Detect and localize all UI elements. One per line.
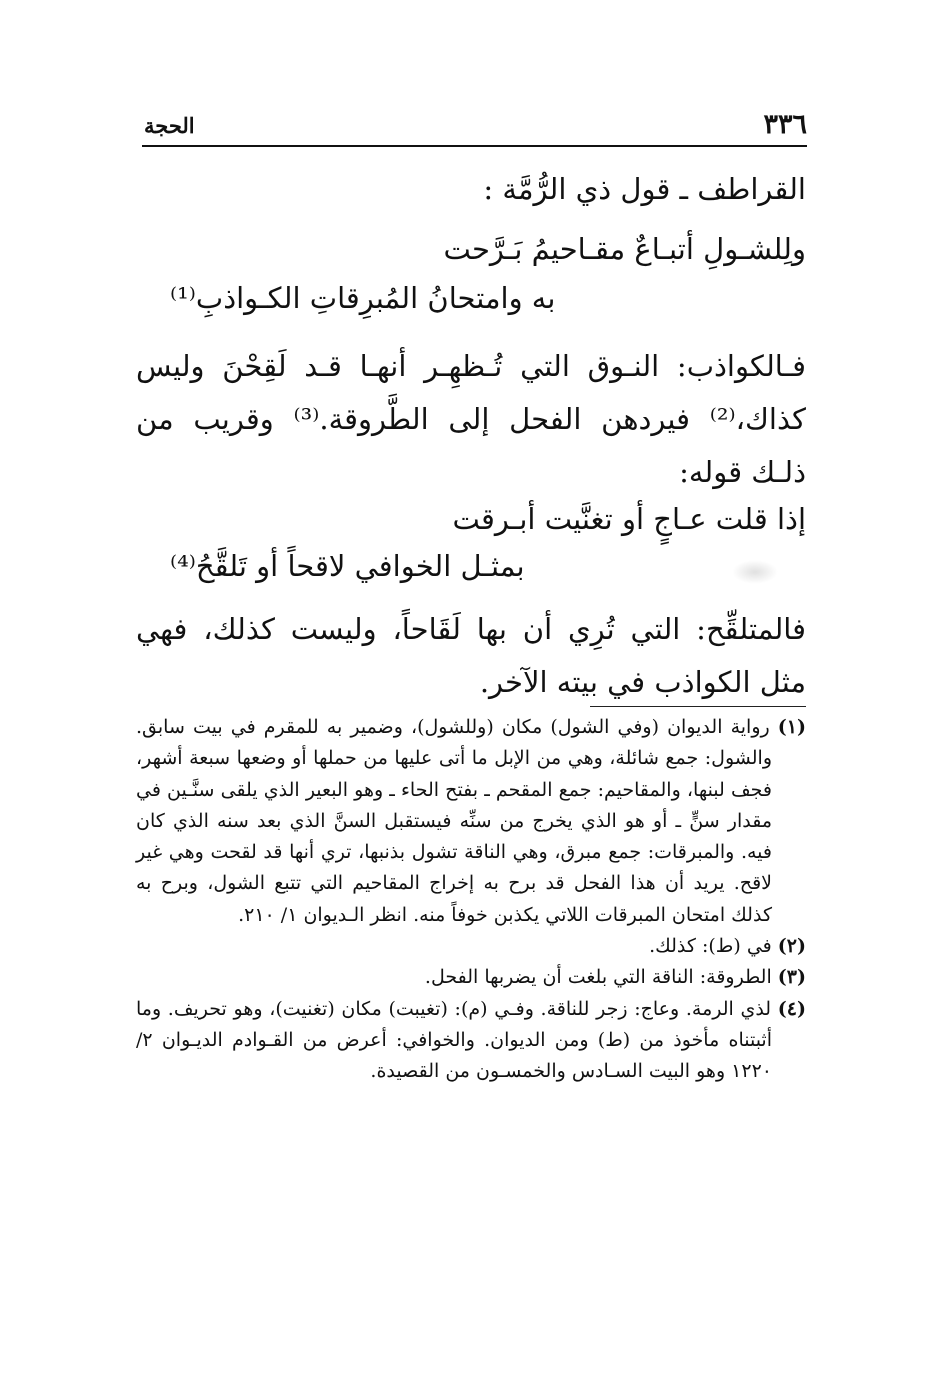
- running-title: الحجة: [144, 113, 195, 138]
- verse1-second-hemistich: به وامتحانُ المُبرِقاتِ الكـواذبِ⁽¹⁾: [170, 281, 556, 315]
- footnote-text: رواية الديوان (وفي الشول) مكان (وللشول)، وضمير به للمقرم في بيت سابق. والشول: جمع شائلة، وهي من الإبل ما أتى عليها من حملها أو وضعها سبعة أشهر، فجف لبنها، والمقاحيم: جمع المقحم ـ بفتح الحاء ـ وهو البعير الذي يلقى سنَّـين في مقدار سنٍّ ـ أو هو الذي يخرج من سنِّه فيستقبل السنَّ الذي بعد سنه الذي كان فيه. والمبرقات: جمع مبرق، وهي الناقة تشول بذنبها، تري أنها قد لقحت وهي غير لاقح. يريد أن هذا الفحل قد برح به إخراج المقاحيم التي تتبع الشول، وبرح به كذلك امتحان المبرقات اللاتي يكذبن خوفاً منه. انظر الـديوان ١/ ٢١٠.: [136, 716, 772, 926]
- scan-smudge: [732, 560, 778, 584]
- footnote-3: [136, 962, 806, 993]
- footnote-divider: [590, 706, 806, 707]
- page-number: ٣٣٦: [763, 109, 807, 140]
- intro-line: القراطف ـ قول ذي الرُّمَّة :: [483, 172, 806, 206]
- footnote-mark: (٢): [777, 935, 806, 958]
- footnote-4: [136, 994, 806, 1088]
- footnote-2: [136, 931, 806, 962]
- verse1-first-hemistich: ولِلشـولِ أتبـاعٌ مقـاحيمُ بَـرَّحت: [443, 232, 806, 266]
- footnote-mark: (٣): [777, 966, 806, 989]
- footnote-text: الطروقة: الناقة التي بلغت أن يضربها الفحل.: [424, 966, 772, 989]
- footnote-mark: (١): [777, 716, 806, 738]
- footnote-mark: (٤): [777, 997, 806, 1020]
- verse2-second-hemistich: بمثـل الخوافي لاقحاً أو تَلقَّحُ⁽⁴⁾: [170, 549, 525, 583]
- footnote-text: في (ط): كذلك.: [649, 935, 772, 958]
- paragraph-kawadhib: فـالكواذب: النـوق التي تُـظهِـر أنهـا قـد لَقِحْنَ وليس كذاك،⁽²⁾ فيردهن الفحل إلى الطَّروقة.⁽³⁾ وقريب من ذلـك قوله:: [136, 349, 806, 489]
- footnotes: [136, 712, 806, 1088]
- verse2-first-hemistich: إذا قلت عـاجٍ أو تغنَّيت أبـرقت: [452, 502, 806, 536]
- footnote-1: [136, 712, 806, 931]
- footnote-text: لذي الرمة. وعاج: زجر للناقة. وفـي (م): (تغيبت) مكان (تغنيت)، وهو تحريف. وما أثبتناه مأخوذ من (ط) ومن الديوان. والخوافي: أعرض من القـوادم الديـوان ٢/ ١٢٢٠ وهو البيت السـادس والخمسـون من القصيدة.: [136, 997, 772, 1083]
- page-header: [142, 105, 807, 147]
- paragraph-mutalaqqih: فالمتلقِّح: التي تُرِي أن بها لَقَاحاً، وليست كذلك، فهي مثل الكواذب في بيته الآخر.: [136, 612, 806, 699]
